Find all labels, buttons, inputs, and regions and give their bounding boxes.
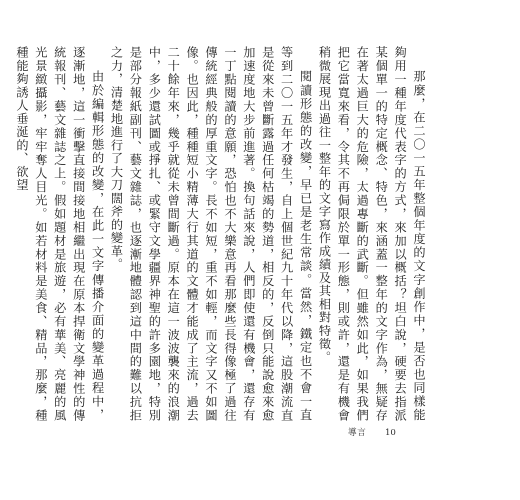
paragraph-1: 那麼，在二〇一五年整個年度的文字創作中，是否也同樣能夠用一種年度代表字的方式，來加以概括？坦白說，硬要去指派某個單一的特定概念、特色，來涵蓋一整年的文字作為，無疑存在著太過巨大的危險，太過專斷的武斷。但雖然如此，如果我們把它當寬來看，令其不再侷限於單一形態，則或許，還是有機會稍微展現出過往一整年的文字寫作成績及其相對特徵。 (317, 46, 426, 422)
page-number: 10 (384, 428, 396, 438)
section-label: 導言 (348, 428, 367, 438)
paragraph-3: 由於編輯形態的改變，在此一文字傳播介面的變革過程中，逐漸地，這一衝擊直接間接地相繼出現在原本捍衛文學神性的傳統報刊、藝文雜誌之上。假如題材是旅遊，必有華美、亮麗的風光景緻攝影，牢牢奪人目光。如若材料是美食、精品，那麼，種種能夠誘人垂涎的、欲望 (14, 46, 105, 422)
vertical-text-body (14, 46, 428, 422)
paragraph-2: 閱讀形態的改變，早已是老生常談。當然，鐵定也不會一直等到二〇一五年才發生，自上個世紀九十年代以降，這股潮流直是從來未曾斷露過任何枯竭的勢道，相反的，反倒只能說愈來愈加速度地大步前進著。換句話來說，人們即使還有機會，還存有一丁點閱讀的意願，恐怕也不大樂意再看那麼些長得像極了過往傳統經典般的厚重文字。長不如短，重不如輕，而文字又不如圖像。也因此，種種短小精薄大行其道的文體才能成了主流，過去二十餘年來，幾乎就從未曾間斷過。原本在這一波波襲來的浪潮中，多少還試圖或掙扎、或緊守文學疆界神聖的許多園地，特別是部分報紙副刊、藝文雜誌，也逐漸地體認到這中間的難以抗拒之力，清楚地進行了大刀闊斧的變革。 (109, 46, 313, 422)
page-footer (348, 426, 396, 438)
